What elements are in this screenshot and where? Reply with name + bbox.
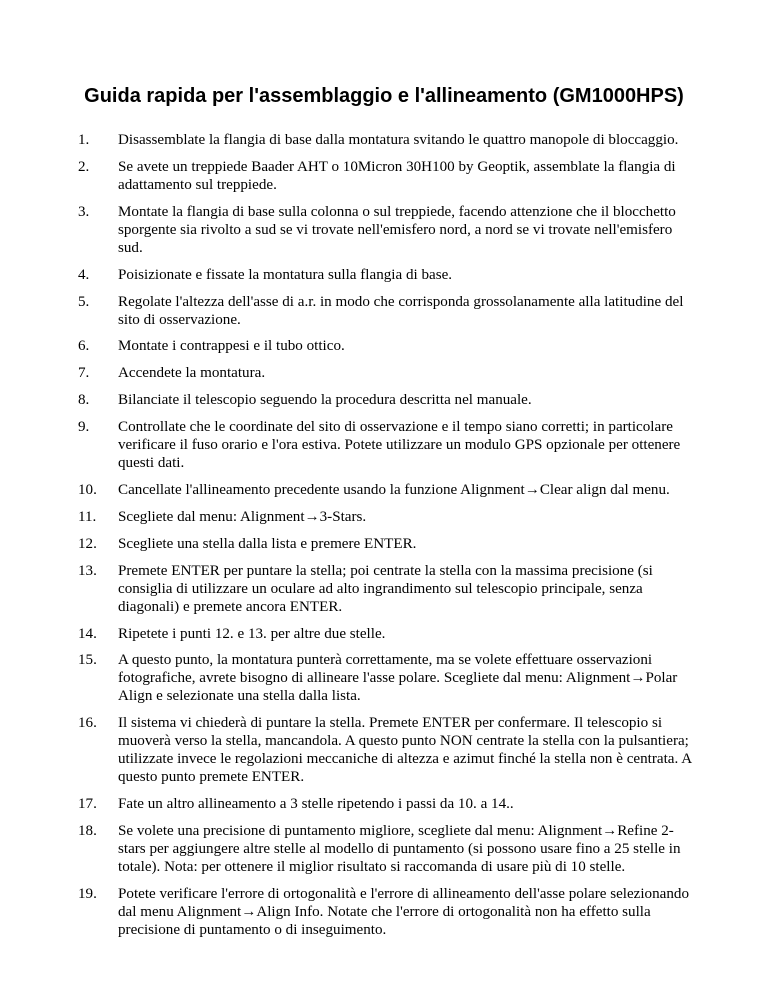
step-text: Potete verificare l'errore di ortogonalità e l'errore di allineamento dell'asse polare selezionando dal menu Alignment→Align Info. Notate che l'errore di ortogonalità non ha effetto sulla precisione di puntamento o di inseguimento. <box>118 886 689 939</box>
list-item <box>78 337 698 355</box>
step-text: Fate un altro allineamento a 3 stelle ripetendo i passi da 10. a 14.. <box>118 796 514 813</box>
list-item <box>78 418 698 472</box>
step-text: Se avete un treppiede Baader AHT o 10Micron 30H100 by Geoptik, assemblate la flangia di adattamento sul treppiede. <box>118 158 676 193</box>
step-number: 2. <box>78 158 90 175</box>
list-item <box>78 562 698 616</box>
step-text: Controllate che le coordinate del sito di osservazione e il tempo siano corretti; in particolare verificare il fuso orario e l'ora estiva. Potete utilizzare un modulo GPS opzionale per ottenere questi dati. <box>118 419 681 472</box>
step-number: 8. <box>78 392 90 409</box>
list-item <box>78 535 698 553</box>
step-text: Montate i contrappesi e il tubo ottico. <box>118 338 345 355</box>
step-number: 9. <box>78 419 90 436</box>
step-number: 12. <box>78 535 97 552</box>
step-text: Bilanciate il telescopio seguendo la procedura descritta nel manuale. <box>118 392 532 409</box>
step-number: 5. <box>78 293 90 310</box>
list-item <box>78 158 698 194</box>
step-text: Scegliete dal menu: Alignment→3-Stars. <box>118 508 367 525</box>
step-text: Il sistema vi chiederà di puntare la stella. Premete ENTER per confermare. Il telescopio si muoverà verso la stella, mancandola. A questo punto NON centrate la stella con la pulsantiera; utilizzate invece le regolazioni meccaniche di altezza e azimut finché la stella non è centrata. A questo punto premete ENTER. <box>118 715 692 786</box>
step-number: 13. <box>78 562 97 579</box>
list-item <box>78 651 698 705</box>
step-text: Scegliete una stella dalla lista e premere ENTER. <box>118 535 417 552</box>
step-number: 6. <box>78 338 90 355</box>
list-item <box>78 391 698 409</box>
step-number: 1. <box>78 132 90 148</box>
step-text: Se volete una precisione di puntamento migliore, scegliete dal menu: Alignment→Refine 2-stars per aggiungere altre stelle al modello di puntamento (si possono usare fino a 25 stelle in totale). Nota: per ottenere il miglior risultato si raccomanda di usare più di 10 stelle. <box>118 823 681 876</box>
list-item <box>78 131 698 149</box>
list-item <box>78 625 698 643</box>
list-item <box>78 822 698 876</box>
step-number: 7. <box>78 365 90 382</box>
step-text: Regolate l'altezza dell'asse di a.r. in modo che corrisponda grossolanamente alla latitudine del sito di osservazione. <box>118 293 684 328</box>
step-number: 10. <box>78 482 97 499</box>
step-number: 19. <box>78 886 97 903</box>
list-item <box>78 795 698 813</box>
list-item <box>78 481 698 499</box>
step-text: Poisizionate e fissate la montatura sulla flangia di base. <box>118 266 453 283</box>
step-number: 18. <box>78 823 97 840</box>
document-title: Guida rapida per l'assemblaggio e l'allineamento (GM1000HPS) <box>84 85 684 107</box>
list-item <box>78 266 698 284</box>
list-item <box>78 508 698 526</box>
step-text: Disassemblate la flangia di base dalla montatura svitando le quattro manopole di bloccaggio. <box>118 132 679 148</box>
step-number: 3. <box>78 203 90 220</box>
step-text: Cancellate l'allineamento precedente usando la funzione Alignment→Clear align dal menu. <box>118 482 670 499</box>
step-text: Montate la flangia di base sulla colonna o sul treppiede, facendo attenzione che il blocchetto sporgente sia rivolto a sud se vi trovate nell'emisfero nord, a nord se vi trovate nell'emisfero sud. <box>118 203 676 256</box>
instruction-list <box>78 131 698 948</box>
step-number: 11. <box>78 508 97 525</box>
step-text: Premete ENTER per puntare la stella; poi centrate la stella con la massima precisione (si consiglia di utilizzare un oculare ad alto ingrandimento sul telescopio principale, senza diagonali) e premete ancora ENTER. <box>118 562 653 615</box>
step-number: 15. <box>78 652 97 669</box>
step-number: 14. <box>78 625 97 642</box>
list-item <box>78 293 698 329</box>
step-text: Accendete la montatura. <box>118 365 266 382</box>
list-item <box>78 364 698 382</box>
step-number: 17. <box>78 796 97 813</box>
list-item <box>78 714 698 786</box>
step-number: 16. <box>78 715 97 732</box>
step-text: A questo punto, la montatura punterà correttamente, ma se volete effettuare osservazioni fotografiche, avrete bisogno di allineare l'asse polare. Scegliete dal menu: Alignment→Polar Align e selezionate una stella dalla lista. <box>118 652 678 705</box>
list-item <box>78 203 698 257</box>
step-text: Ripetete i punti 12. e 13. per altre due stelle. <box>118 625 386 642</box>
list-item <box>78 885 698 939</box>
step-number: 4. <box>78 266 90 283</box>
